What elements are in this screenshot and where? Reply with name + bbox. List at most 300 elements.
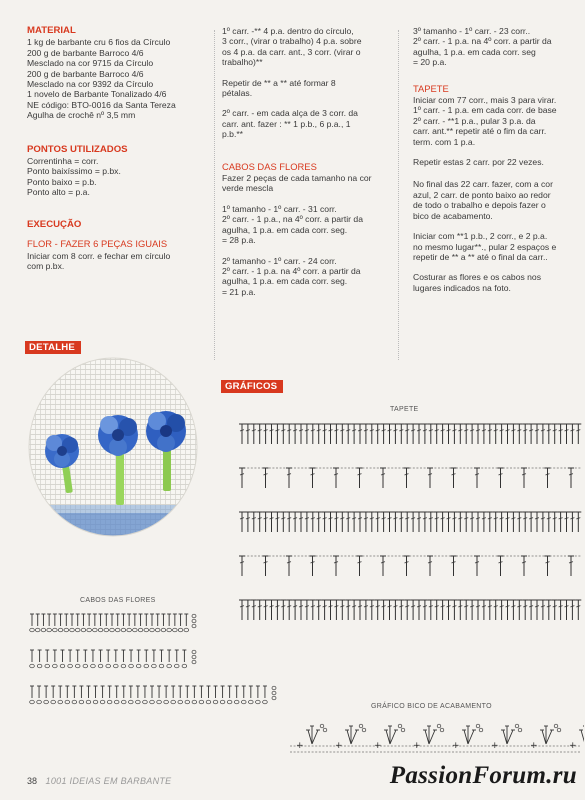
dc-stitch-symbol [398, 424, 404, 444]
dc-stitch-symbol [304, 600, 310, 620]
chain-stitch-symbol [58, 700, 63, 704]
chain-stitch-symbol [178, 700, 183, 704]
chain-stitch-symbol [41, 628, 46, 632]
dc-stitch-symbol [552, 424, 558, 444]
dc-stitch-symbol [251, 512, 257, 532]
dc-stitch-symbol [144, 650, 148, 662]
chain-stitch-symbol [83, 664, 88, 668]
chain-stitch-symbol [65, 700, 70, 704]
dc-stitch-symbol [498, 556, 504, 576]
dc-stitch-symbol [316, 424, 322, 444]
dc-stitch-symbol [463, 600, 469, 620]
chain-stitch-symbol [192, 619, 196, 623]
dc-stitch-symbol [505, 424, 511, 444]
dc-stitch-symbol [256, 686, 260, 698]
dc-stitch-symbol [41, 614, 45, 626]
dc-stitch-symbol [493, 512, 499, 532]
chain-stitch-symbol [184, 628, 189, 632]
dc-stitch-symbol [59, 614, 63, 626]
text-line: agulha, 1 p.a. em cada corr. seg. [222, 276, 348, 287]
dc-stitch-symbol [242, 686, 246, 698]
dc-stitch-symbol [72, 686, 76, 698]
text-line: p.b.** [222, 129, 244, 140]
dc-stitch-symbol [380, 556, 386, 576]
page-number: 38 [27, 776, 38, 786]
dc-stitch-symbol [251, 424, 257, 444]
dc-stitch-symbol [475, 600, 481, 620]
dc-stitch-symbol [136, 686, 140, 698]
detail-photo [26, 355, 200, 539]
chain-stitch-symbol [37, 700, 42, 704]
flor-repeat [222, 78, 400, 99]
dc-stitch-symbol [139, 614, 143, 626]
dc-stitch-symbol [434, 512, 440, 532]
dc-stitch-symbol [558, 512, 564, 532]
text-line: 2º carr. - **1 p.a., pular 3 p.a. da [413, 115, 536, 126]
chain-stitch-symbol [53, 628, 58, 632]
dc-stitch-symbol [298, 600, 304, 620]
dc-stitch-symbol [446, 600, 452, 620]
dc-stitch-symbol [357, 468, 363, 488]
dc-stitch-symbol [446, 424, 452, 444]
dc-stitch-symbol [387, 512, 393, 532]
dc-stitch-symbol [280, 512, 286, 532]
dc-stitch-symbol [184, 614, 188, 626]
chain-stitch-symbol [121, 628, 126, 632]
dc-stitch-symbol [422, 512, 428, 532]
chain-stitch-symbol [155, 628, 160, 632]
material-line: 200 g de barbante Barroco 4/6 [27, 68, 144, 79]
dc-stitch-symbol [528, 600, 534, 620]
dc-stitch-symbol [381, 512, 387, 532]
dc-stitch-symbol [164, 686, 168, 698]
dc-stitch-symbol [199, 686, 203, 698]
dc-stitch-symbol [568, 556, 574, 576]
dc-stitch-symbol [369, 424, 375, 444]
execucao-heading: EXECUÇÃO [27, 218, 82, 230]
dc-stitch-symbol [122, 686, 126, 698]
dc-stitch-symbol [86, 686, 90, 698]
text-line: 3 corr., (virar o trabalho) 4 p.a. sobre [222, 36, 362, 47]
tapete-finish [413, 179, 585, 221]
dc-stitch-symbol [404, 512, 410, 532]
dc-stitch-symbol [58, 686, 62, 698]
dc-stitch-symbol [79, 686, 83, 698]
chain-stitch-symbol [199, 700, 204, 704]
material-heading: MATERIAL [27, 25, 76, 36]
dc-stitch-symbol [469, 512, 475, 532]
dc-stitch-symbol [106, 650, 110, 662]
chain-stitch-symbol [110, 628, 115, 632]
chain-stitch-symbol [100, 700, 105, 704]
dc-stitch-symbol [351, 512, 357, 532]
dc-stitch-symbol [558, 424, 564, 444]
chain-stitch-symbol [133, 628, 138, 632]
dc-stitch-symbol [546, 424, 552, 444]
dc-stitch-symbol [558, 600, 564, 620]
dc-stitch-symbol [328, 424, 334, 444]
dc-stitch-symbol [474, 556, 480, 576]
chain-stitch-symbol [256, 700, 261, 704]
dc-stitch-symbol [206, 686, 210, 698]
dc-stitch-symbol [99, 614, 103, 626]
chain-stitch-symbol [104, 628, 109, 632]
dc-stitch-symbol [487, 424, 493, 444]
chain-stitch-symbol [60, 664, 65, 668]
text-line: term. com 1 p.a. [413, 136, 476, 147]
chain-stitch-symbol [93, 700, 98, 704]
chain-stitch-symbol [114, 664, 119, 668]
dc-stitch-symbol [481, 512, 487, 532]
dc-stitch-symbol [493, 600, 499, 620]
dc-stitch-symbol [545, 468, 551, 488]
chain-stitch-symbol [272, 691, 276, 695]
dc-stitch-symbol [516, 512, 522, 532]
dc-stitch-symbol [351, 600, 357, 620]
pontos-heading: PONTOS UTILIZADOS [27, 143, 128, 155]
text-line: = 21 p.a. [222, 286, 256, 297]
dc-stitch-symbol [451, 512, 457, 532]
dc-stitch-symbol [575, 512, 581, 532]
chain-stitch-symbol [192, 700, 197, 704]
chain-stitch-symbol [30, 700, 35, 704]
chain-stitch-symbol [213, 700, 218, 704]
cabos-intro [222, 173, 400, 194]
dc-stitch-symbol [392, 512, 398, 532]
svg-text:+: + [569, 741, 577, 751]
dc-stitch-symbol [357, 556, 363, 576]
text-line: azul, 2 carr. de ponto baixo ao redor [413, 189, 551, 200]
text-line: 2º tamanho - 1º carr. - 24 corr. [222, 255, 337, 266]
dc-stitch-symbol [416, 512, 422, 532]
shell-motif [530, 724, 561, 751]
chain-stitch-symbol [121, 700, 126, 704]
material-line: Mesclado na cor 9392 da Círculo [27, 79, 154, 90]
dc-stitch-symbol [144, 614, 148, 626]
dc-stitch-symbol [410, 600, 416, 620]
dc-stitch-symbol [487, 600, 493, 620]
dc-stitch-symbol [404, 556, 410, 576]
text-line: no mesmo lugar**., pular 2 espaços e [413, 241, 557, 252]
shell-motif [335, 724, 366, 751]
dc-stitch-symbol [121, 650, 125, 662]
tapete-heading: TAPETE [413, 82, 449, 94]
dc-stitch-symbol [333, 556, 339, 576]
dc-stitch-symbol [381, 600, 387, 620]
dc-stitch-symbol [328, 600, 334, 620]
dc-stitch-symbol [133, 614, 137, 626]
chain-stitch-symbol [178, 628, 183, 632]
dc-stitch-symbol [451, 556, 457, 576]
dc-stitch-symbol [575, 600, 581, 620]
dc-stitch-symbol [546, 512, 552, 532]
shell-motif [374, 724, 405, 751]
dc-stitch-symbol [451, 424, 457, 444]
dc-stitch-symbol [298, 512, 304, 532]
shell-motif [296, 724, 327, 751]
dc-stitch-symbol [339, 600, 345, 620]
text-line: 2º carr. - em cada alça de 3 corr. da [222, 108, 358, 119]
dc-stitch-symbol [182, 650, 186, 662]
dc-stitch-symbol [404, 600, 410, 620]
dc-stitch-symbol [498, 468, 504, 488]
svg-text:+: + [374, 741, 382, 751]
dc-stitch-symbol [45, 650, 49, 662]
dc-stitch-symbol [333, 468, 339, 488]
flor-round2 [222, 108, 400, 139]
dc-stitch-symbol [427, 468, 433, 488]
dc-stitch-symbol [493, 424, 499, 444]
dc-stitch-symbol [64, 614, 68, 626]
tapete-chart [238, 420, 584, 620]
dc-stitch-symbol [416, 424, 422, 444]
dc-stitch-symbol [292, 600, 298, 620]
dc-stitch-symbol [375, 424, 381, 444]
dc-stitch-symbol [422, 600, 428, 620]
dc-stitch-symbol [564, 512, 570, 532]
dc-stitch-symbol [175, 650, 179, 662]
dc-stitch-symbol [99, 650, 103, 662]
dc-stitch-symbol [70, 614, 74, 626]
dc-stitch-symbol [269, 424, 275, 444]
chain-stitch-symbol [30, 664, 35, 668]
dc-stitch-symbol [36, 614, 40, 626]
dc-stitch-symbol [68, 650, 72, 662]
chain-stitch-symbol [81, 628, 86, 632]
dc-stitch-symbol [528, 424, 534, 444]
text-line: verde mescla [222, 183, 274, 194]
chain-stitch-symbol [87, 628, 92, 632]
dc-stitch-symbol [564, 424, 570, 444]
chain-stitch-symbol [98, 664, 103, 668]
dc-stitch-symbol [552, 512, 558, 532]
dc-stitch-symbol [575, 424, 581, 444]
text-line: Iniciar com 77 corr., mais 3 para virar. [413, 95, 557, 106]
dc-stitch-symbol [545, 556, 551, 576]
cabos-heading: CABOS DAS FLORES [222, 160, 317, 172]
chain-stitch-symbol [115, 628, 120, 632]
chain-stitch-symbol [93, 628, 98, 632]
dc-stitch-symbol [540, 424, 546, 444]
dc-stitch-symbol [369, 600, 375, 620]
shell-motif [452, 724, 483, 751]
dc-stitch-symbol [339, 424, 345, 444]
dc-stitch-symbol [375, 600, 381, 620]
dc-stitch-symbol [474, 468, 480, 488]
text-line: agulha, 1 p.a. em cada corr. seg [413, 46, 536, 57]
dc-stitch-symbol [239, 556, 245, 576]
chain-stitch-symbol [234, 700, 239, 704]
dc-stitch-symbol [475, 512, 481, 532]
material-line: NE código: BTO-0016 da Santa Tereza [27, 99, 176, 110]
dc-stitch-symbol [304, 512, 310, 532]
chain-stitch-symbol [72, 700, 77, 704]
dc-stitch-symbol [93, 614, 97, 626]
pontos-line: Ponto baixo = p.b. [27, 176, 97, 187]
dc-stitch-symbol [510, 512, 516, 532]
chain-stitch-symbol [86, 700, 91, 704]
column-middle [222, 26, 400, 307]
dc-stitch-symbol [292, 424, 298, 444]
text-line: Costurar as flores e os cabos nos [413, 272, 542, 283]
dc-stitch-symbol [363, 512, 369, 532]
chain-stitch-symbol [174, 664, 179, 668]
dc-stitch-symbol [214, 686, 218, 698]
dc-stitch-symbol [451, 600, 457, 620]
dc-stitch-symbol [257, 424, 263, 444]
dc-stitch-symbol [392, 424, 398, 444]
dc-stitch-symbol [173, 614, 177, 626]
dc-stitch-symbol [60, 650, 64, 662]
dc-stitch-symbol [108, 686, 112, 698]
dc-stitch-symbol [104, 614, 108, 626]
tapete-repeat [413, 157, 585, 167]
dc-stitch-symbol [410, 512, 416, 532]
chain-stitch-symbol [192, 655, 196, 659]
dc-stitch-symbol [516, 600, 522, 620]
text-line: pétalas. [222, 88, 253, 99]
text-line: Repetir estas 2 carr. por 22 vezes. [413, 157, 544, 168]
chain-stitch-symbol [53, 664, 58, 668]
text-line: 2º carr. - 1 p.a. na 4º corr. a partir da [222, 265, 361, 276]
dc-stitch-symbol [310, 600, 316, 620]
dc-stitch-symbol [239, 424, 245, 444]
dc-stitch-symbol [569, 512, 575, 532]
flower-1 [45, 434, 79, 468]
dc-stitch-symbol [44, 686, 48, 698]
chain-stitch-symbol [127, 628, 132, 632]
chain-stitch-symbol [138, 628, 143, 632]
dc-stitch-symbol [143, 686, 147, 698]
dc-stitch-symbol [156, 614, 160, 626]
text-line: = 28 p.a. [222, 235, 256, 246]
dc-stitch-symbol [110, 614, 114, 626]
dc-stitch-symbol [369, 512, 375, 532]
dc-stitch-symbol [339, 512, 345, 532]
chain-stitch-symbol [98, 628, 103, 632]
text-line: No final das 22 carr. fazer, com a cor [413, 179, 553, 190]
dc-stitch-symbol [286, 556, 292, 576]
dc-stitch-symbol [76, 650, 80, 662]
dc-stitch-symbol [521, 556, 527, 576]
chain-stitch-symbol [206, 700, 211, 704]
dc-stitch-symbol [428, 424, 434, 444]
dc-stitch-symbol [328, 512, 334, 532]
material-line: 1 kg de barbante cru 6 fios da Círculo [27, 37, 171, 48]
chain-stitch-symbol [185, 700, 190, 704]
dc-stitch-symbol [540, 512, 546, 532]
text-line: trabalho)** [222, 57, 263, 68]
dc-stitch-symbol [398, 512, 404, 532]
text-line: 2º carr. - 1 p.a. na 4º corr. a partir da [413, 36, 552, 47]
chain-stitch-symbol [129, 664, 134, 668]
text-line: carr. ant. fazer : ** 1 p.b., 6 p.a., 1 [222, 118, 351, 129]
chain-stitch-symbol [192, 660, 196, 664]
dc-stitch-symbol [469, 424, 475, 444]
dc-stitch-symbol [274, 512, 280, 532]
dc-stitch-symbol [469, 600, 475, 620]
page-footer [27, 776, 171, 786]
dc-stitch-symbol [457, 600, 463, 620]
chain-stitch-symbol [249, 700, 254, 704]
dc-stitch-symbol [387, 600, 393, 620]
text-line: os 4 p.a. da carr. ant., 3 corr. (virar o [222, 46, 361, 57]
dc-stitch-symbol [499, 424, 505, 444]
column-divider [398, 30, 399, 360]
dc-stitch-symbol [463, 512, 469, 532]
dc-stitch-symbol [381, 424, 387, 444]
shell-motif [491, 724, 522, 751]
chain-stitch-symbol [136, 700, 141, 704]
chain-stitch-symbol [144, 664, 149, 668]
cabos-size3 [413, 26, 585, 68]
dc-stitch-symbol [516, 424, 522, 444]
publication-name: 1001 IDEIAS EM BARBANTE [45, 776, 172, 786]
text-line: repetir de ** a ** até o final da carr.. [413, 251, 548, 262]
dc-stitch-symbol [363, 600, 369, 620]
chain-stitch-symbol [152, 664, 157, 668]
dc-stitch-symbol [228, 686, 232, 698]
dc-stitch-symbol [475, 424, 481, 444]
dc-stitch-symbol [510, 600, 516, 620]
dc-stitch-symbol [440, 512, 446, 532]
dc-stitch-symbol [446, 512, 452, 532]
dc-stitch-symbol [428, 600, 434, 620]
dc-stitch-symbol [171, 686, 175, 698]
dc-stitch-symbol [286, 468, 292, 488]
dc-stitch-symbol [375, 512, 381, 532]
dc-stitch-symbol [114, 650, 118, 662]
flor-heading: FLOR - FAZER 6 PEÇAS IGUAIS [27, 238, 168, 250]
flor-line: Iniciar com 8 corr. e fechar em círculo [27, 250, 171, 261]
dc-stitch-symbol [499, 512, 505, 532]
pontos-line: Correntinha = corr. [27, 156, 99, 167]
dc-stitch-symbol [274, 424, 280, 444]
dc-stitch-symbol [345, 512, 351, 532]
chain-stitch-symbol [220, 700, 225, 704]
dc-stitch-symbol [546, 600, 552, 620]
dc-stitch-symbol [167, 650, 171, 662]
dc-stitch-symbol [499, 600, 505, 620]
graficos-badge: GRÁFICOS [221, 380, 283, 393]
dc-stitch-symbol [404, 468, 410, 488]
dc-stitch-symbol [387, 424, 393, 444]
dc-stitch-symbol [521, 468, 527, 488]
chain-stitch-symbol [37, 664, 42, 668]
dc-stitch-symbol [76, 614, 80, 626]
dc-stitch-symbol [179, 614, 183, 626]
text-line: lugares indicados na foto. [413, 282, 511, 293]
chain-stitch-symbol [75, 664, 80, 668]
chain-stitch-symbol [79, 700, 84, 704]
cabos-chart-label: CABOS DAS FLORES [80, 597, 156, 604]
text-line: Repetir de ** a ** até formar 8 [222, 77, 336, 88]
chain-stitch-symbol [75, 628, 80, 632]
dc-stitch-symbol [221, 686, 225, 698]
dc-stitch-symbol [416, 600, 422, 620]
dc-stitch-symbol [322, 512, 328, 532]
chain-stitch-symbol [272, 696, 276, 700]
dc-stitch-symbol [87, 614, 91, 626]
chain-stitch-symbol [136, 664, 141, 668]
material-list [27, 37, 217, 120]
chain-stitch-symbol [159, 664, 164, 668]
dc-stitch-symbol [101, 686, 105, 698]
dc-stitch-symbol [298, 424, 304, 444]
text-line: de todo o trabalho e depois fazer o [413, 200, 546, 211]
watermark: PassionForum.ru [389, 762, 577, 789]
dc-stitch-symbol [129, 650, 133, 662]
